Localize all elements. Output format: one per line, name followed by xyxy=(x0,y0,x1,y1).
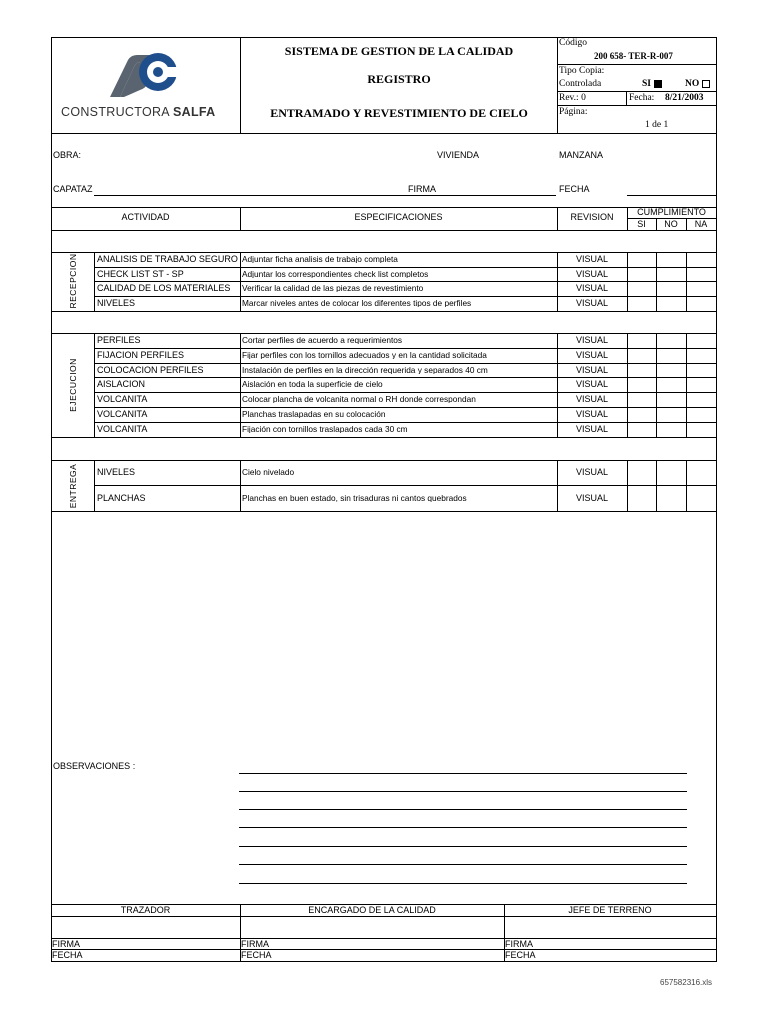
table-row-especificacion: Planchas traslapadas en su colocación xyxy=(242,410,386,419)
jefe-fecha-label: FECHA xyxy=(505,950,536,960)
table-row-actividad: COLOCACION PERFILES xyxy=(97,366,204,375)
table-row-revision: VISUAL xyxy=(575,336,608,345)
company-name xyxy=(61,106,216,119)
col-no: NO xyxy=(664,220,678,229)
tipo-copia-label: Tipo Copia: xyxy=(559,66,605,76)
trazador-firma-label: FIRMA xyxy=(52,939,80,949)
observaciones-line[interactable] xyxy=(239,809,687,810)
copy-no xyxy=(685,80,710,90)
trazador-fecha-label: FECHA xyxy=(52,950,83,960)
table-row-revision: VISUAL xyxy=(575,410,608,419)
table-row-especificacion: Verificar la calidad de las piezas de revestimiento xyxy=(242,284,424,293)
table-row-especificacion: Fijar perfiles con los tornillos adecuados y en la cantidad solicitada xyxy=(242,351,487,360)
system-title: SISTEMA DE GESTION DE LA CALIDAD xyxy=(284,44,514,58)
table-row-revision: VISUAL xyxy=(575,468,608,477)
firma-label: FIRMA xyxy=(408,184,436,194)
company-name-plain: CONSTRUCTORA xyxy=(61,105,170,119)
table-row-actividad: NIVELES xyxy=(97,299,136,308)
table-row-especificacion: Adjuntar los correspondientes check list completos xyxy=(242,270,429,279)
form-title: ENTRAMADO Y REVESTIMIENTO DE CIELO xyxy=(270,106,528,120)
encargado-fecha-label: FECHA xyxy=(241,950,272,960)
col-especificaciones: ESPECIFICACIONES xyxy=(354,213,443,222)
table-row-actividad: VOLCANITA xyxy=(97,395,148,404)
table-row-especificacion: Marcar niveles antes de colocar los diferentes tipos de perfiles xyxy=(242,299,472,308)
si-checked-box-icon xyxy=(654,80,662,88)
si-label: SI xyxy=(642,79,651,90)
no-empty-box-icon xyxy=(702,80,710,88)
jefe-header: JEFE DE TERRENO xyxy=(568,906,652,915)
table-row-revision: VISUAL xyxy=(575,270,608,279)
record-title: REGISTRO xyxy=(367,72,431,86)
table-row-revision: VISUAL xyxy=(575,299,608,308)
obra-label: OBRA: xyxy=(53,150,82,160)
observaciones-line[interactable] xyxy=(239,827,687,828)
table-row-especificacion: Planchas en buen estado, sin trisaduras ni cantos quebrados xyxy=(242,494,467,503)
table-row-revision: VISUAL xyxy=(575,380,608,389)
table-row-actividad: CHECK LIST ST - SP xyxy=(97,270,184,279)
table-row-especificacion: Cortar perfiles de acuerdo a requerimientos xyxy=(242,336,403,345)
fecha-value: 8/21/2003 xyxy=(665,93,704,103)
encargado-firma-label: FIRMA xyxy=(241,939,269,949)
company-name-bold: SALFA xyxy=(173,105,216,119)
encargado-header: ENCARGADO DE LA CALIDAD xyxy=(308,906,436,915)
col-na: NA xyxy=(694,220,708,229)
table-row-revision: VISUAL xyxy=(575,255,608,264)
table-row-revision: VISUAL xyxy=(575,351,608,360)
table-row-revision: VISUAL xyxy=(575,494,608,503)
table-row-actividad: VOLCANITA xyxy=(97,425,148,434)
capataz-label: CAPATAZ xyxy=(53,184,93,194)
table-row-actividad: PLANCHAS xyxy=(97,494,146,503)
observaciones-line[interactable] xyxy=(239,773,687,774)
table-row-especificacion: Colocar plancha de volcanita normal o RH donde correspondan xyxy=(242,395,476,404)
col-actividad: ACTIVIDAD xyxy=(121,213,170,222)
observaciones-line[interactable] xyxy=(239,791,687,792)
observaciones-line[interactable] xyxy=(239,846,687,847)
codigo-value: 200 658- TER-R-007 xyxy=(594,51,673,61)
col-cumplimiento: CUMPLIMIENTO xyxy=(637,208,706,217)
table-row-revision: VISUAL xyxy=(575,366,608,375)
table-row-actividad: PERFILES xyxy=(97,336,141,345)
table-row-actividad: FIJACION PERFILES xyxy=(97,351,185,360)
section-label-recepcion: RECEPCION xyxy=(68,253,78,309)
no-label: NO xyxy=(685,79,700,90)
table-row-especificacion: Instalación de perfiles en la dirección requerida y separados 40 cm xyxy=(242,366,488,375)
table-row-especificacion: Aislación en toda la superficie de cielo xyxy=(242,380,383,389)
table-row-especificacion: Fijación con tornillos traslapados cada 30 cm xyxy=(242,425,408,434)
vivienda-label: VIVIENDA xyxy=(437,150,480,160)
table-row-revision: VISUAL xyxy=(575,395,608,404)
manzana-label: MANZANA xyxy=(559,150,604,160)
table-row-actividad: VOLCANITA xyxy=(97,410,148,419)
section-label-entrega: ENTREGA xyxy=(68,463,78,509)
table-row-actividad: CALIDAD DE LOS MATERIALES xyxy=(97,284,231,293)
table-row-especificacion: Cielo nivelado xyxy=(242,468,295,477)
table-row-actividad: AISLACION xyxy=(97,380,146,389)
section-label-ejecucion: EJECUCION xyxy=(68,358,78,412)
observaciones-label: OBSERVACIONES : xyxy=(53,761,136,771)
table-row-especificacion: Adjuntar ficha analisis de trabajo completa xyxy=(242,255,398,264)
trazador-header: TRAZADOR xyxy=(120,906,171,915)
pagina-value: 1 de 1 xyxy=(645,120,669,130)
pagina-label: Página: xyxy=(559,107,588,117)
rev-label: Rev.: 0 xyxy=(559,93,586,103)
footer-filename: 657582316.xls xyxy=(660,978,713,987)
controlada-label: Controlada xyxy=(559,79,602,89)
company-logo xyxy=(100,50,190,102)
table-row-revision: VISUAL xyxy=(575,284,608,293)
table-row-revision: VISUAL xyxy=(575,425,608,434)
codigo-label: Código xyxy=(559,38,587,48)
observaciones-line[interactable] xyxy=(239,864,687,865)
jefe-firma-label: FIRMA xyxy=(505,939,533,949)
table-row-actividad: ANALISIS DE TRABAJO SEGURO xyxy=(97,255,238,264)
fecha-info-label: FECHA xyxy=(559,184,590,194)
observaciones-line[interactable] xyxy=(239,883,687,884)
col-revision: REVISION xyxy=(570,213,614,222)
fecha-label: Fecha: xyxy=(629,93,655,103)
copy-si xyxy=(642,80,662,90)
table-row-actividad: NIVELES xyxy=(97,468,136,477)
col-si: SI xyxy=(637,220,646,229)
fecha-line[interactable] xyxy=(627,195,716,196)
capataz-line[interactable] xyxy=(94,195,556,196)
